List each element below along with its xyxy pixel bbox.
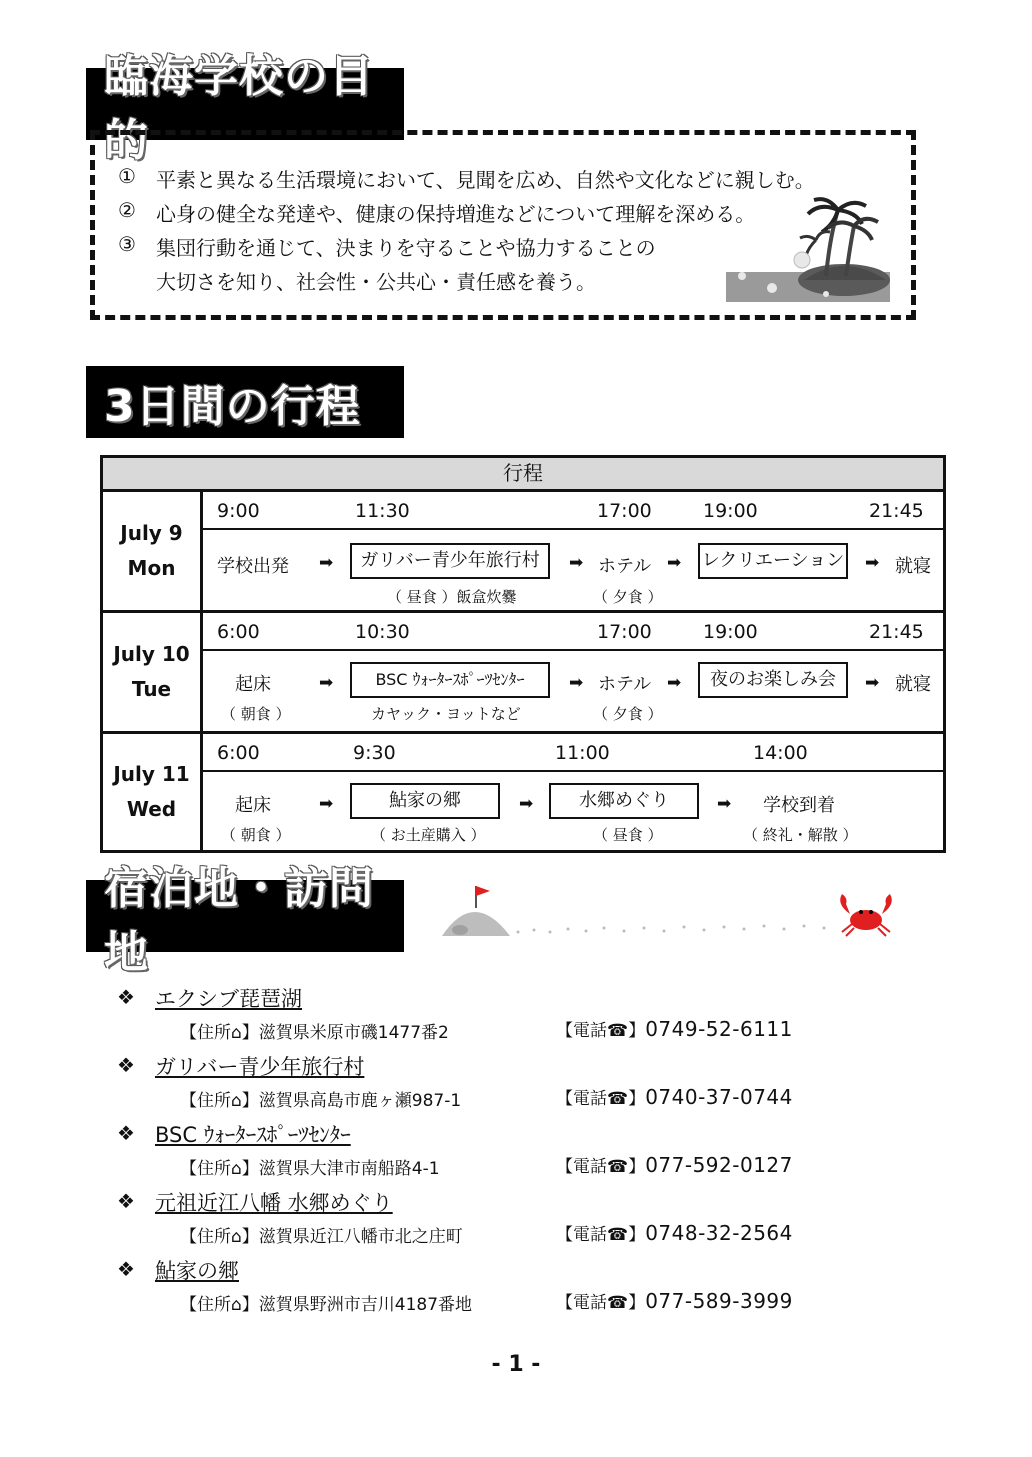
purpose-heading: 臨海学校の目的 [86, 68, 404, 140]
time: 19:00 [703, 621, 758, 643]
note: （ 朝食 ） [221, 826, 291, 844]
place-address: 【住所⌂】滋賀県大津市南船路4-1 [180, 1159, 440, 1179]
activity-box: 夜のお楽しみ会 [698, 662, 848, 698]
activity: 起床 [235, 795, 271, 816]
schedule-table [100, 455, 946, 853]
time: 21:45 [869, 500, 924, 522]
activity: 学校出発 [217, 556, 289, 577]
activity-box: 水郷めぐり [549, 783, 699, 819]
day-label: July 11 Wed [103, 734, 203, 850]
time: 11:30 [355, 500, 410, 522]
arrow-icon: ➡ [319, 794, 334, 814]
home-icon: ⌂ [231, 1091, 242, 1111]
note: （ お土産購入 ） [371, 826, 486, 844]
note: （ 昼食 ） [593, 826, 663, 844]
time-line [203, 734, 943, 772]
activity-box: ガリバー青少年旅行村 [350, 543, 550, 579]
note: （ 夕食 ） [593, 588, 663, 606]
place-name: エクシブ琵琶湖 [155, 987, 302, 1011]
activity-box: BSC ｳｫｰﾀｰｽﾎﾟｰﾂｾﾝﾀｰ [350, 662, 550, 698]
activity: 就寝 [895, 556, 931, 577]
time: 6:00 [217, 621, 260, 643]
time-line [203, 492, 943, 530]
time: 9:00 [217, 500, 260, 522]
place-name: 元祖近江八幡 水郷めぐり [155, 1191, 393, 1215]
places-heading: 宿泊地・訪問地 [86, 880, 404, 952]
note: カヤック・ヨットなど [371, 705, 521, 723]
time: 17:00 [597, 500, 652, 522]
activity: 学校到着 [763, 795, 835, 816]
beach-crab-illustration [438, 880, 908, 940]
arrow-icon: ➡ [519, 794, 534, 814]
home-icon: ⌂ [231, 1159, 242, 1179]
activity-box: 鮎家の郷 [350, 783, 500, 819]
schedule-day-2 [103, 613, 943, 731]
page-number: - 1 - [491, 1352, 541, 1377]
arrow-icon: ➡ [319, 553, 334, 573]
place-tel: 【電話☎】0748-32-2564 [556, 1221, 793, 1245]
activity: ホテル [598, 556, 652, 577]
time: 21:45 [869, 621, 924, 643]
time: 17:00 [597, 621, 652, 643]
arrow-icon: ➡ [865, 553, 880, 573]
bullet-icon: ❖ [117, 1121, 135, 1145]
activity-box: レクリエーション [698, 543, 848, 579]
place-tel: 【電話☎】077-592-0127 [556, 1153, 793, 1177]
activity: 就寝 [895, 674, 931, 695]
note: （ 朝食 ） [221, 705, 291, 723]
day-label: July 10 Tue [103, 613, 203, 731]
phone-icon: ☎ [607, 1225, 629, 1245]
place-name: ガリバー青少年旅行村 [155, 1055, 365, 1079]
purpose-item-3: ③ 集団行動を通じて、決まりを守ることや協力することの [118, 232, 656, 260]
schedule-day-1 [103, 492, 943, 610]
time: 11:00 [555, 742, 610, 764]
island-illustration [726, 196, 890, 304]
place-address: 【住所⌂】滋賀県高島市鹿ヶ瀬987-1 [180, 1091, 462, 1111]
place-name: 鮎家の郷 [155, 1259, 239, 1283]
bullet-icon: ❖ [117, 1189, 135, 1213]
activity: ホテル [598, 674, 652, 695]
arrow-icon: ➡ [569, 673, 584, 693]
place-address: 【住所⌂】滋賀県米原市磯1477番2 [180, 1023, 449, 1043]
activity: 起床 [235, 674, 271, 695]
arrow-icon: ➡ [865, 673, 880, 693]
schedule-heading: 3日間の行程 [86, 366, 404, 438]
time: 6:00 [217, 742, 260, 764]
note: （ 昼食 ）飯盒炊爨 [387, 588, 517, 606]
place-tel: 【電話☎】0740-37-0744 [556, 1085, 793, 1109]
schedule-table-title: 行程 [103, 458, 943, 492]
bullet-icon: ❖ [117, 985, 135, 1009]
phone-icon: ☎ [607, 1157, 629, 1177]
home-icon: ⌂ [231, 1295, 242, 1315]
arrow-icon: ➡ [569, 553, 584, 573]
arrow-icon: ➡ [319, 673, 334, 693]
note: （ 夕食 ） [593, 705, 663, 723]
place-tel: 【電話☎】0749-52-6111 [556, 1017, 793, 1041]
note: （ 終礼・解散 ） [743, 826, 858, 844]
arrow-icon: ➡ [667, 673, 682, 693]
home-icon: ⌂ [231, 1227, 242, 1247]
place-name: BSC ｳｫｰﾀｰｽﾎﾟｰﾂｾﾝﾀｰ [155, 1123, 351, 1147]
bullet-icon: ❖ [117, 1257, 135, 1281]
purpose-item-2: ② 心身の健全な発達や、健康の保持増進などについて理解を深める。 [118, 198, 756, 226]
purpose-item-1: ① 平素と異なる生活環境において、見聞を広め、自然や文化などに親しむ。 [118, 164, 815, 192]
place-address: 【住所⌂】滋賀県野洲市吉川4187番地 [180, 1295, 473, 1315]
time-line [203, 613, 943, 651]
schedule-day-3 [103, 734, 943, 850]
time: 14:00 [753, 742, 808, 764]
time: 10:30 [355, 621, 410, 643]
day-label: July 9 Mon [103, 492, 203, 610]
purpose-item-3-continued: 大切さを知り、社会性・公共心・責任感を養う。 [156, 270, 596, 294]
time: 19:00 [703, 500, 758, 522]
arrow-icon: ➡ [717, 794, 732, 814]
time: 9:30 [353, 742, 396, 764]
place-address: 【住所⌂】滋賀県近江八幡市北之庄町 [180, 1227, 463, 1247]
home-icon: ⌂ [231, 1023, 242, 1043]
arrow-icon: ➡ [667, 553, 682, 573]
phone-icon: ☎ [607, 1293, 629, 1313]
bullet-icon: ❖ [117, 1053, 135, 1077]
phone-icon: ☎ [607, 1021, 629, 1041]
phone-icon: ☎ [607, 1089, 629, 1109]
place-tel: 【電話☎】077-589-3999 [556, 1289, 793, 1313]
